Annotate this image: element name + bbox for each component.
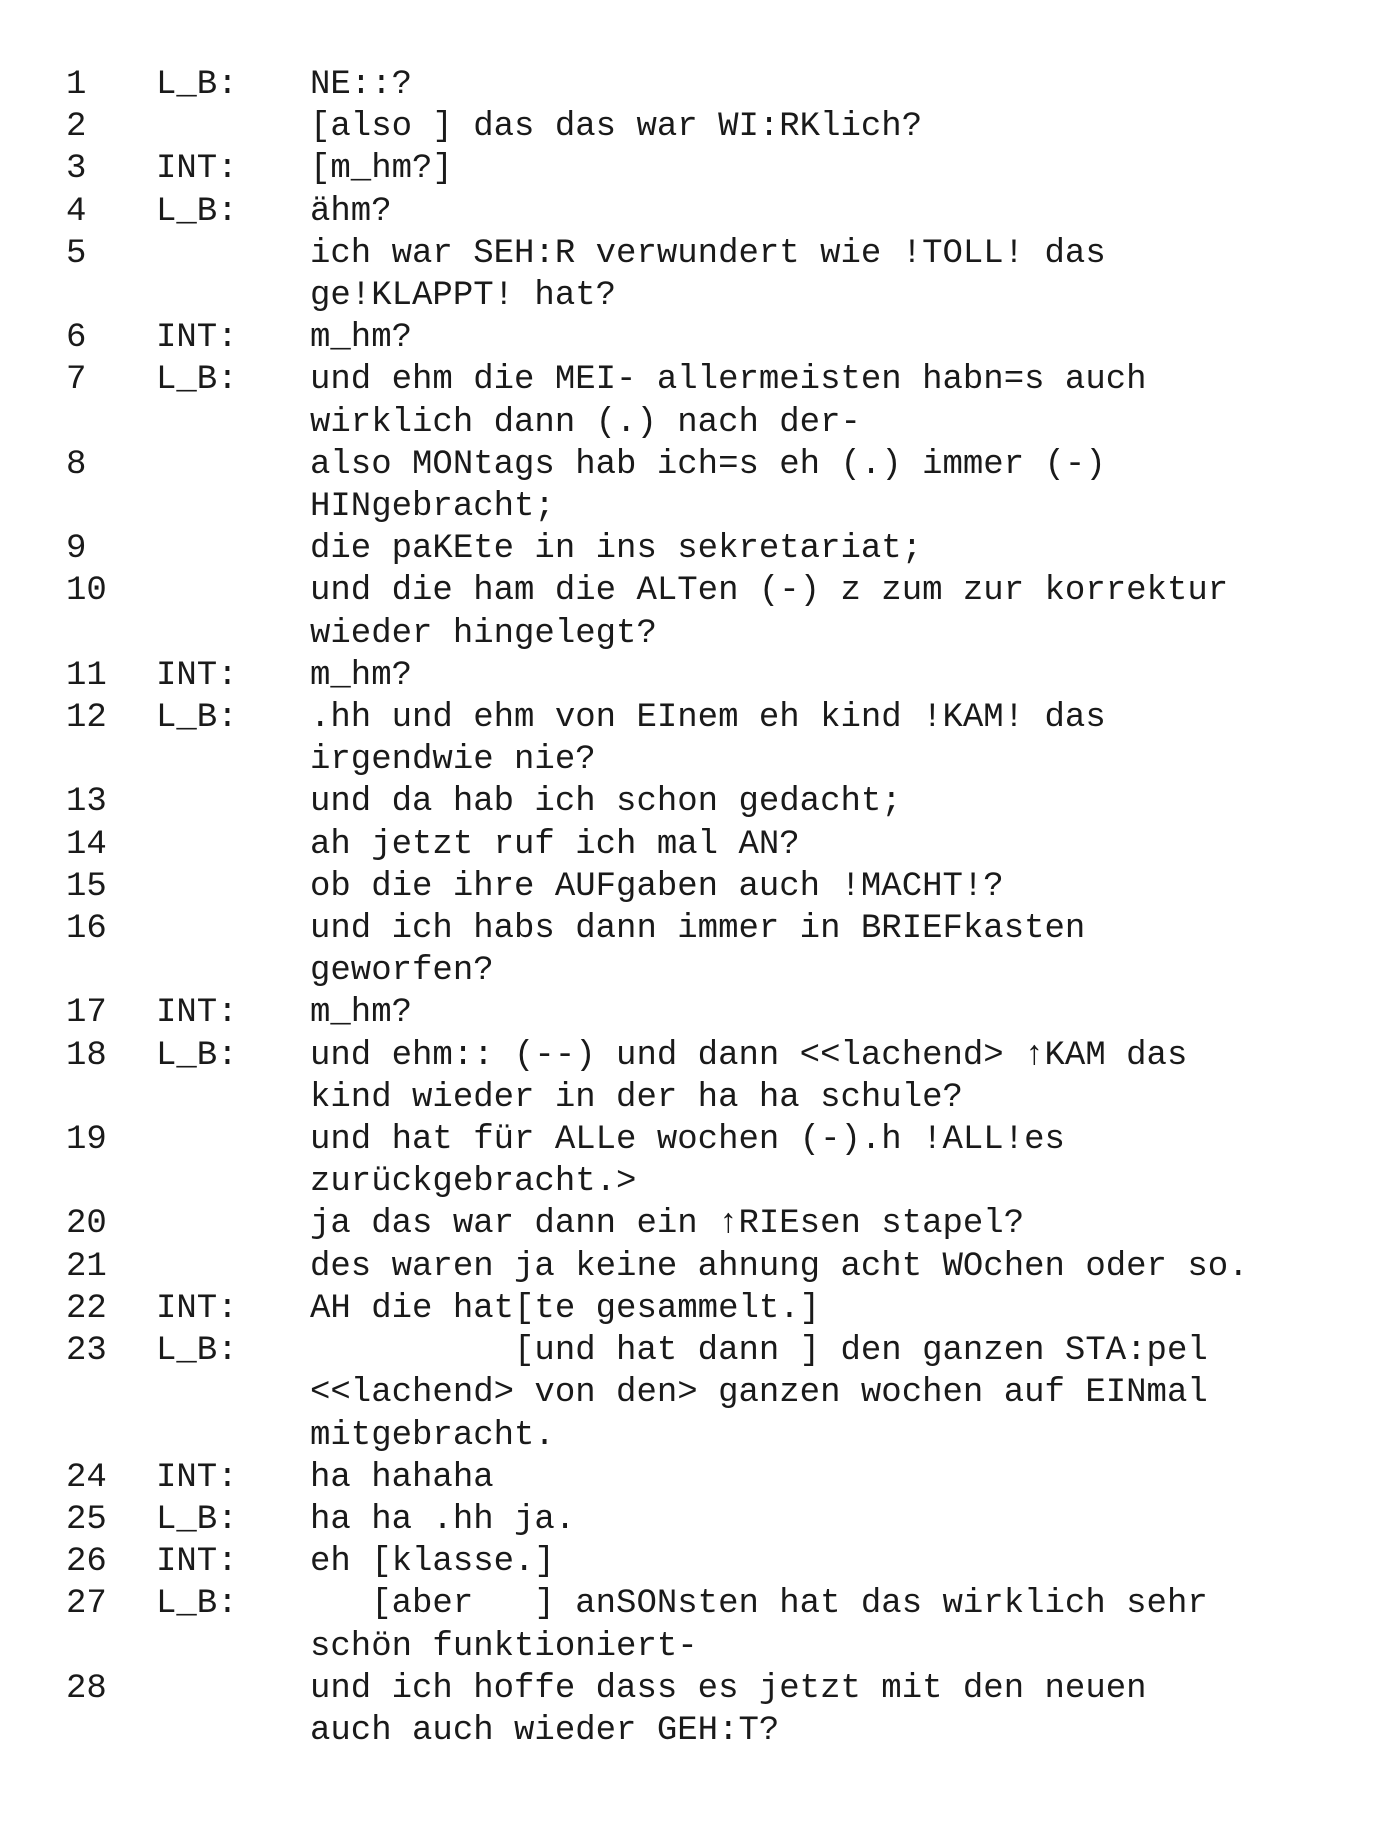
utterance [310,359,1356,443]
transcript-line [66,824,1356,866]
utterance [310,148,1356,190]
speaker-label: L_B: [156,1500,238,1539]
line-number: 5 [66,234,87,273]
transcript-line [66,191,1356,233]
utterance [310,1668,1356,1752]
utterance-line: und ehm die MEI- allermeisten habn=s auch [310,361,1147,400]
line-number: 26 [66,1543,107,1582]
line-number: 28 [66,1669,107,1708]
speaker-label: INT: [156,150,238,189]
utterance-line: auch auch wieder GEH:T? [310,1711,780,1750]
line-number: 19 [66,1121,107,1160]
speaker-label: L_B: [156,1036,238,1075]
utterance-line: m_hm? [310,656,413,695]
transcript-line [66,148,1356,190]
speaker-label: L_B: [156,192,238,231]
utterance-line: und hat für ALLe wochen (-).h !ALL!es [310,1121,1065,1160]
line-number: 16 [66,910,107,949]
transcript-line [66,570,1356,654]
utterance [310,1203,1356,1245]
utterance [310,908,1356,992]
utterance-line: m_hm? [310,994,413,1033]
line-number: 20 [66,1205,107,1244]
utterance-line: NE::? [310,66,413,104]
line-number: 22 [66,1289,107,1328]
utterance [310,1457,1356,1499]
utterance [310,191,1356,233]
utterance-line: schön funktioniert- [310,1627,698,1666]
line-number: 25 [66,1500,107,1539]
utterance-line: und ich hoffe dass es jetzt mit den neuen [310,1669,1147,1708]
line-number: 7 [66,361,87,400]
transcript-line [66,1035,1356,1119]
utterance-line: m_hm? [310,319,413,358]
transcript-line [66,106,1356,148]
utterance-line: geworfen? [310,952,494,991]
transcript-line [66,317,1356,359]
utterance-line: wirklich dann (.) nach der- [310,403,861,442]
utterance-line: eh [klasse.] [310,1543,555,1582]
utterance [310,697,1356,781]
utterance-line: und da hab ich schon gedacht; [310,783,902,822]
speaker-label: INT: [156,319,238,358]
utterance [310,866,1356,908]
speaker-label: INT: [156,994,238,1033]
utterance-line: wieder hingelegt? [310,614,657,653]
transcript-line [66,697,1356,781]
line-number: 24 [66,1458,107,1497]
transcript-line [66,1246,1356,1288]
utterance-line: [und hat dann ] den ganzen STA:pel [310,1332,1208,1371]
utterance [310,444,1356,528]
line-number: 15 [66,867,107,906]
utterance-line: AH die hat[te gesammelt.] [310,1289,821,1328]
utterance-line: ha hahaha [310,1458,494,1497]
utterance-line: ge!KLAPPT! hat? [310,277,617,316]
transcript-line [66,655,1356,697]
utterance-line: ha ha .hh ja. [310,1500,576,1539]
transcript-line [66,1288,1356,1330]
utterance-line: .hh und ehm von EInem eh kind !KAM! das [310,699,1106,738]
utterance-line: des waren ja keine ahnung acht WOchen oder so. [310,1247,1249,1286]
transcript-line [66,1541,1356,1583]
utterance [310,1119,1356,1203]
line-number: 14 [66,825,107,864]
utterance [310,781,1356,823]
utterance-line: [m_hm?] [310,150,453,189]
utterance-line: ähm? [310,192,392,231]
utterance [310,233,1356,317]
utterance [310,1288,1356,1330]
utterance-line: und ich habs dann immer in BRIEFkasten [310,910,1086,949]
utterance-line: die paKEte in ins sekretariat; [310,530,923,569]
utterance-line: ja das war dann ein ↑RIEsen stapel? [310,1205,1025,1244]
utterance-line: also MONtags hab ich=s eh (.) immer (-) [310,445,1106,484]
line-number: 27 [66,1585,107,1624]
speaker-label: L_B: [156,1585,238,1624]
utterance [310,106,1356,148]
speaker-label: L_B: [156,66,238,104]
utterance [310,570,1356,654]
line-number: 8 [66,445,87,484]
transcript-line [66,1499,1356,1541]
line-number: 10 [66,572,107,611]
transcript-line [66,866,1356,908]
line-number: 6 [66,319,87,358]
transcript-line [66,444,1356,528]
transcript-line [66,781,1356,823]
transcript-line [66,908,1356,992]
utterance [310,1246,1356,1288]
line-number: 23 [66,1332,107,1371]
utterance [310,1035,1356,1119]
utterance-line: ich war SEH:R verwundert wie !TOLL! das [310,234,1106,273]
utterance-line: mitgebracht. [310,1416,555,1455]
utterance [310,64,1356,106]
line-number: 21 [66,1247,107,1286]
transcript-line [66,1457,1356,1499]
utterance [310,528,1356,570]
utterance [310,992,1356,1034]
line-number: 13 [66,783,107,822]
utterance [310,1499,1356,1541]
line-number: 3 [66,150,87,189]
utterance-line: ah jetzt ruf ich mal AN? [310,825,800,864]
transcript-line [66,1203,1356,1245]
transcript-line [66,233,1356,317]
utterance [310,1330,1356,1457]
transcript-line [66,1583,1356,1667]
utterance-line: irgendwie nie? [310,741,596,780]
speaker-label: INT: [156,1458,238,1497]
utterance [310,655,1356,697]
transcript-line [66,992,1356,1034]
line-number: 1 [66,66,87,104]
utterance-line: kind wieder in der ha ha schule? [310,1078,963,1117]
speaker-label: INT: [156,1543,238,1582]
line-number: 4 [66,192,87,231]
transcript-line [66,64,1356,106]
speaker-label: L_B: [156,699,238,738]
utterance-line: [aber ] anSONsten hat das wirklich sehr [310,1585,1208,1624]
line-number: 12 [66,699,107,738]
utterance [310,824,1356,866]
line-number: 9 [66,530,87,569]
line-number: 2 [66,108,87,147]
speaker-label: INT: [156,656,238,695]
transcript-line [66,359,1356,443]
speaker-label: INT: [156,1289,238,1328]
utterance [310,317,1356,359]
utterance-line: [also ] das das war WI:RKlich? [310,108,923,147]
utterance-line: ob die ihre AUFgaben auch !MACHT!? [310,867,1004,906]
utterance [310,1583,1356,1667]
transcript-line [66,1668,1356,1752]
transcript-line [66,1119,1356,1203]
line-number: 11 [66,656,107,695]
transcript-line [66,528,1356,570]
line-number: 18 [66,1036,107,1075]
utterance-line: zurückgebracht.> [310,1163,637,1202]
transcript-line [66,1330,1356,1457]
utterance-line: und ehm:: (--) und dann <<lachend> ↑KAM das [310,1036,1188,1075]
utterance [310,1541,1356,1583]
line-number: 17 [66,994,107,1033]
utterance-line: HINgebracht; [310,488,555,527]
transcript [66,64,1356,1752]
utterance-line: <<lachend> von den> ganzen wochen auf EINmal [310,1374,1208,1413]
speaker-label: L_B: [156,361,238,400]
utterance-line: und die ham die ALTen (-) z zum zur korrektur [310,572,1229,611]
speaker-label: L_B: [156,1332,238,1371]
